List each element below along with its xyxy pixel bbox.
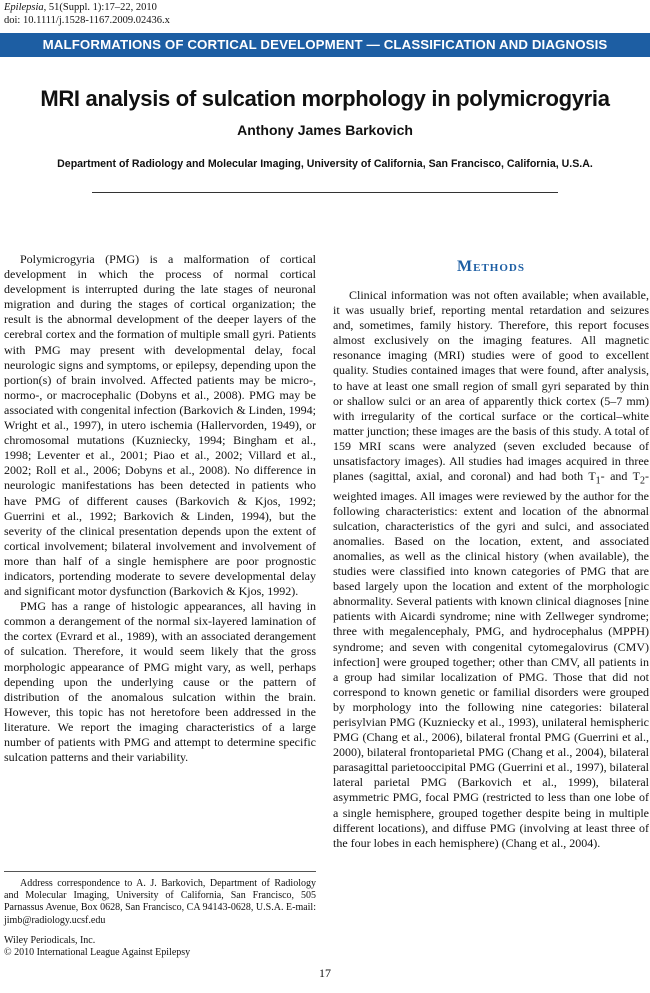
subscript-1: 1 [595,475,601,487]
publisher: Wiley Periodicals, Inc. [4,935,96,946]
correspondence-footnote [4,878,316,927]
right-column [333,288,649,851]
left-column [4,252,316,765]
subscript-2: 2 [640,475,645,487]
doi[interactable]: doi: 10.1111/j.1528-1167.2009.02436.x [4,15,170,26]
publisher-info [4,935,190,959]
intro-paragraph-2: PMG has a range of histologic appearances, all having in common a derangement of the normal six-layered lamination of the cortex (Evrard et al., 1989), with an associated derangement of sulcation. Therefore, it would seem likely that the gross morphologic appearance of PMG might vary, as well, perhaps depending upon the underlying cause or the pattern of distribution of the anomalous sulcation within the brain. However, this topic has not heretofore been addressed in the literature. We report the imaging characteristics of a large number of patients with PMG and attempt to determine specific sulcation patterns and their variability. [4,599,316,765]
journal-name: Epilepsia [4,2,44,13]
copyright: © 2010 International League Against Epilepsy [4,947,191,959]
author-name: Anthony James Barkovich [237,122,413,138]
title-divider [92,192,558,193]
volume-info: , 51(Suppl. 1):17–22, 2010 [43,2,157,13]
methods-paragraph [333,288,649,851]
methods-text-b: - and T [600,469,640,484]
methods-text-c: -weighted images. All images were reviewed by the author for the following characteristics: extent and location of the abnormal sulcation, characteristics of the gyri and sulci, and associated anomalies. Based on the location, extent, and associated anomalies, as well as the clinical history (when available), the studies were classified into known categories of PMG that are based largely upon the location and extent of the morphologic abnormality. Several patients with known clinical diagnoses [nine patients with Aicardi syndrome; nine with Zellweger syndrome; three with megalencephaly, PMG, and hydrocephalus (MPPH) syndrome; and seven with congenital cytomegalovirus (CMV) infection] were grouped together; other than CMV, all patients in a group had similar localization of PMG. Those that did not correspond to known genetic or familial disorders were grouped by morphology into the following nine categories: bilateral perisylvian PMG (Kuzniecky et al., 1993), unilateral hemispheric PMG (Chang et al., 2006), bilateral frontal PMG (Guerrini et al., 2000), bilateral frontoparietal PMG (Chang et al., 2004), bilateral parasagittal parietooccipital PMG (Guerrini et al., 1997), bilateral lateral parietal PMG (Barkovich et al., 1999), bilateral asymmetric PMG, focal PMG (restricted to less than one lobe of a single hemisphere, grouped together despite being in multiple different locations), and diffuse PMG (involving at least three of the four lobes in each hemisphere) (Chang et al., 2004). [333,469,649,850]
citation-header [4,1,170,27]
affiliation: Department of Radiology and Molecular Imaging, University of California, San Francisco, California, U.S.A. [57,158,593,170]
article-title: MRI analysis of sulcation morphology in polymicrogyria [40,86,610,111]
footnote-divider [4,871,316,872]
methods-heading: Methods [457,258,525,275]
methods-text-a: Clinical information was not often available; when available, it was usually brief, reporting mental retardation and seizures and, sometimes, family history. Therefore, this report focuses almost exclusively on the imaging features. All magnetic resonance imaging (MRI) studies were of good to excellent quality. Studies contained images that were found, after analysis, to have at least one small region of small gyri separated by thin or shallow sulci or an area of apparently thick cortex (5–7 mm) with irregularity of the cortical surface or the cortical–white matter junction; these images are the basis of this study. A total of 159 MRI scans were analyzed (seven excluded because of unsatisfactory images). All studies had images acquired in three planes (sagittal, axial, and coronal) and had both T [333,288,649,484]
correspondence-address: Address correspondence to A. J. Barkovich, Department of Radiology and Molecular Imaging, University of California, San Francisco, 505 Parnassus Avenue, Box 0628, San Francisco, CA 94143-0628, U.S.A. E-mail: jimb@radiology.ucsf.edu [4,878,316,926]
section-banner: MALFORMATIONS OF CORTICAL DEVELOPMENT — CLASSIFICATION AND DIAGNOSIS [0,33,650,57]
page-number: 17 [319,966,331,980]
intro-paragraph-1: Polymicrogyria (PMG) is a malformation of cortical development in which the process of normal cortical development is interrupted during the late stages of neuronal migration and during the stages of cortical organization; the result is the abnormal development of the deeper layers of the cerebral cortex and the formation of multiple small gyri. Patients with PMG may present with developmental delay, focal neurologic signs and symptoms, or epilepsy, depending upon the portion(s) of brain involved. Affected patients may be micro-, normo-, or macrocephalic (Dobyns et al., 2008). PMG may be associated with congenital infection (Barkovich & Linden, 1994; Wright et al., 1997), in utero ischemia (Hallervorden, 1949), or chromosomal mutations (Kuzniecky, 1994; Bingham et al., 1998; Leventer et al., 2001; Piao et al., 2002; Villard et al., 2002; Roll et al., 2006; Dobyns et al., 2008). No difference in neurologic manifestations has been detected in patients who have PMG of different causes (Barkovich & Kjos, 1992; Guerrini et al., 1992; Barkovich & Linden, 1994), but the severity of the clinical presentation depends upon the extent of cortical involvement; bilateral involvement and involvement of more than half of a single hemisphere are poor prognostic indicators, portending moderate to severe developmental delay and significant motor dysfunction (Barkovich & Kjos, 1992). [4,252,316,599]
